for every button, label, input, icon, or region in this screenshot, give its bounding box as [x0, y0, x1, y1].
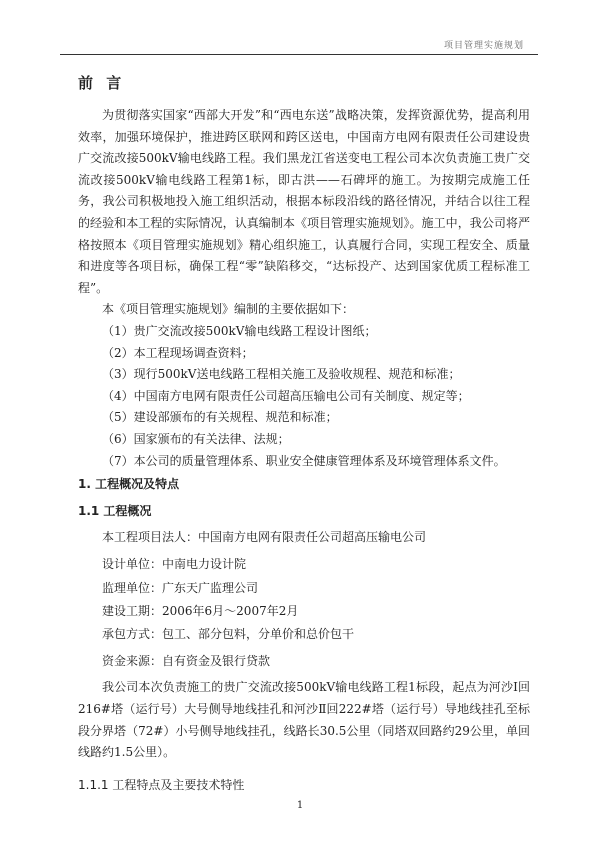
preface-paragraph-2: 本《项目管理实施规划》编制的主要依据如下：	[102, 302, 355, 317]
basis-item: （5）建设部颁布的有关规程、规范和标准；	[102, 410, 338, 425]
preface-paragraph-1: 为贯彻落实国家“西部大开发”和“西电东送”战略决策，发挥资源优势，提高利用效率，加强环境保护，推进跨区联网和跨区送电，中国南方电网有限责任公司建设贵广交流改接500kV输电线路工程。我们黑龙江省送变电工程公司本次负责施工贵广交流改接500kV输电线路工程第1标，即古洪——石碑坪的施工。为按期完成施工任务，我公司积极地投入施工组织活动，根据本标段沿线的路径情况，并结合以往工程的经验和本工程的实际情况，认真编制本《项目管理实施规划》。施工中，我公司将严格按照本《项目管理实施规划》精心组织施工，认真履行合同，实现工程安全、质量和进度等各项目标，确保工程“零”缺陷移交，“达标投产、达到国家优质工程标准工程”。	[78, 108, 530, 295]
basis-item: （7）本公司的质量管理体系、职业安全健康管理体系及环境管理体系文件。	[102, 453, 506, 468]
supervision-unit: 监理单位：广东天广监理公司	[102, 580, 259, 595]
contract-method: 承包方式：包工、部分包料，分单价和总价包干	[102, 626, 355, 641]
funding-source: 资金来源：自有资金及银行贷款	[102, 654, 271, 669]
basis-list	[78, 321, 530, 472]
section-1-1-heading: 1.1 工程概况	[78, 504, 152, 519]
page-number: 1	[296, 800, 304, 811]
basis-item: （3）现行500kV送电线路工程相关施工及验收规程、规范和标准；	[102, 367, 461, 382]
section-1-1-paragraph: 我公司本次负责施工的贵广交流改接500kV输电线路工程1标段，起点为河沙Ⅰ回216#塔（运行号）大号侧导地线挂孔和河沙Ⅱ回222#塔（运行号）导地线挂孔至标段分界塔（72#）小号侧导地线挂孔，线路长30.5公里（同塔双回路约29公里，单回线路约1.5公里）。	[78, 680, 530, 760]
construction-period: 建设工期：2006年6月～2007年2月	[102, 603, 299, 618]
basis-item: （2）本工程现场调查资料；	[102, 345, 254, 360]
section-1-heading: 1. 工程概况及特点	[78, 477, 180, 492]
header-title: 项目管理实施规划	[443, 41, 524, 51]
section-1-1-1-heading: 1.1.1 工程特点及主要技术特性	[78, 777, 245, 792]
basis-item: （6）国家颁布的有关法律、法规；	[102, 431, 290, 446]
design-unit: 设计单位：中南电力设计院	[102, 557, 247, 572]
basis-item: （4）中国南方电网有限责任公司超高压输电公司有关制度、规定等；	[102, 388, 470, 403]
project-owner: 本工程项目法人：中国南方电网有限责任公司超高压输电公司	[102, 530, 427, 545]
document-body	[78, 72, 530, 800]
page-header	[60, 36, 538, 55]
preface-title: 前 言	[78, 74, 126, 92]
basis-item: （1）贵广交流改接500kV输电线路工程设计图纸；	[102, 323, 377, 338]
project-info-list	[78, 526, 530, 673]
